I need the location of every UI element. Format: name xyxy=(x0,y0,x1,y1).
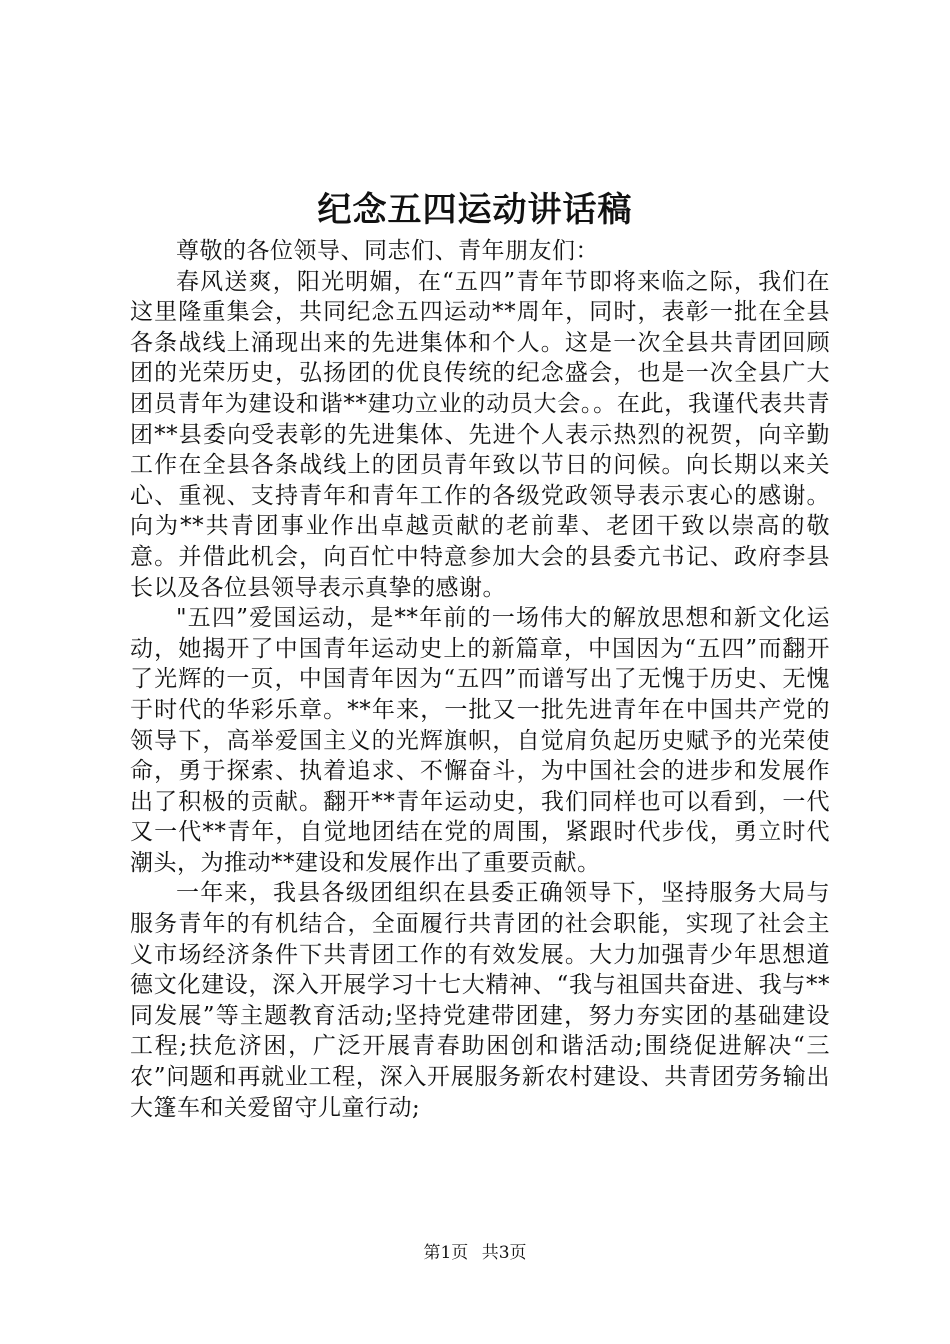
paragraph: 春风送爽，阳光明媚，在“五四”青年节即将来临之际，我们在这里隆重集会，共同纪念五四运动**周年，同时，表彰一批在全县各条战线上涌现出来的先进集体和个人。这是一次全县共青团回顾团的光荣历史，弘扬团的优良传统的纪念盛会，也是一次全县广大团员青年为建设和谐**建功立业的动员大会。。在此，我谨代表共青团**县委向受表彰的先进集体、先进个人表示热烈的祝贺，向辛勤工作在全县各条战线上的团员青年致以节日的问候。向长期以来关心、重视、支持青年和青年工作的各级党政领导表示衷心的感谢。向为**共青团事业作出卓越贡献的老前辈、老团干致以崇高的敬意。并借此机会，向百忙中特意参加大会的县委亢书记、政府李县长以及各位县领导表示真挚的感谢。 xyxy=(130,268,830,601)
paragraph: "五四”爱国运动，是**年前的一场伟大的解放思想和新文化运动，她揭开了中国青年运动史上的新篇章，中国因为“五四”而翻开了光辉的一页，中国青年因为“五四”而谱写出了无愧于历史、无愧于时代的华彩乐章。**年来，一批又一批先进青年在中国共产党的领导下，高举爱国主义的光辉旗帜，自觉肩负起历史赋予的光荣使命，勇于探索、执着追求、不懈奋斗，为中国社会的进步和发展作出了积极的贡献。翻开**青年运动史，我们同样也可以看到，一代又一代**青年，自觉地团结在党的周围，紧跟时代步伐，勇立时代潮头，为推动**建设和发展作出了重要贡献。 xyxy=(130,605,830,876)
document-body xyxy=(130,236,830,1123)
page-number: 第1页 xyxy=(423,1243,469,1263)
paragraph: 一年来，我县各级团组织在县委正确领导下，坚持服务大局与服务青年的有机结合，全面履行共青团的社会职能，实现了社会主义市场经济条件下共青团工作的有效发展。大力加强青少年思想道德文化建设，深入开展学习十七大精神、“我与祖国共奋进、我与**同发展”等主题教育活动;坚持党建带团建，努力夯实团的基础建设工程;扶危济困，广泛开展青春助困创和谐活动;围绕促进解决“三农”问题和再就业工程，深入开展服务新农村建设、共青团劳务输出大篷车和关爱留守儿童行动; xyxy=(130,880,830,1121)
document-title: 纪念五四运动讲话稿 xyxy=(317,190,633,230)
page-total: 共3页 xyxy=(481,1243,527,1263)
salutation: 尊敬的各位领导、同志们、青年朋友们： xyxy=(176,238,599,264)
page-footer xyxy=(0,1242,950,1264)
